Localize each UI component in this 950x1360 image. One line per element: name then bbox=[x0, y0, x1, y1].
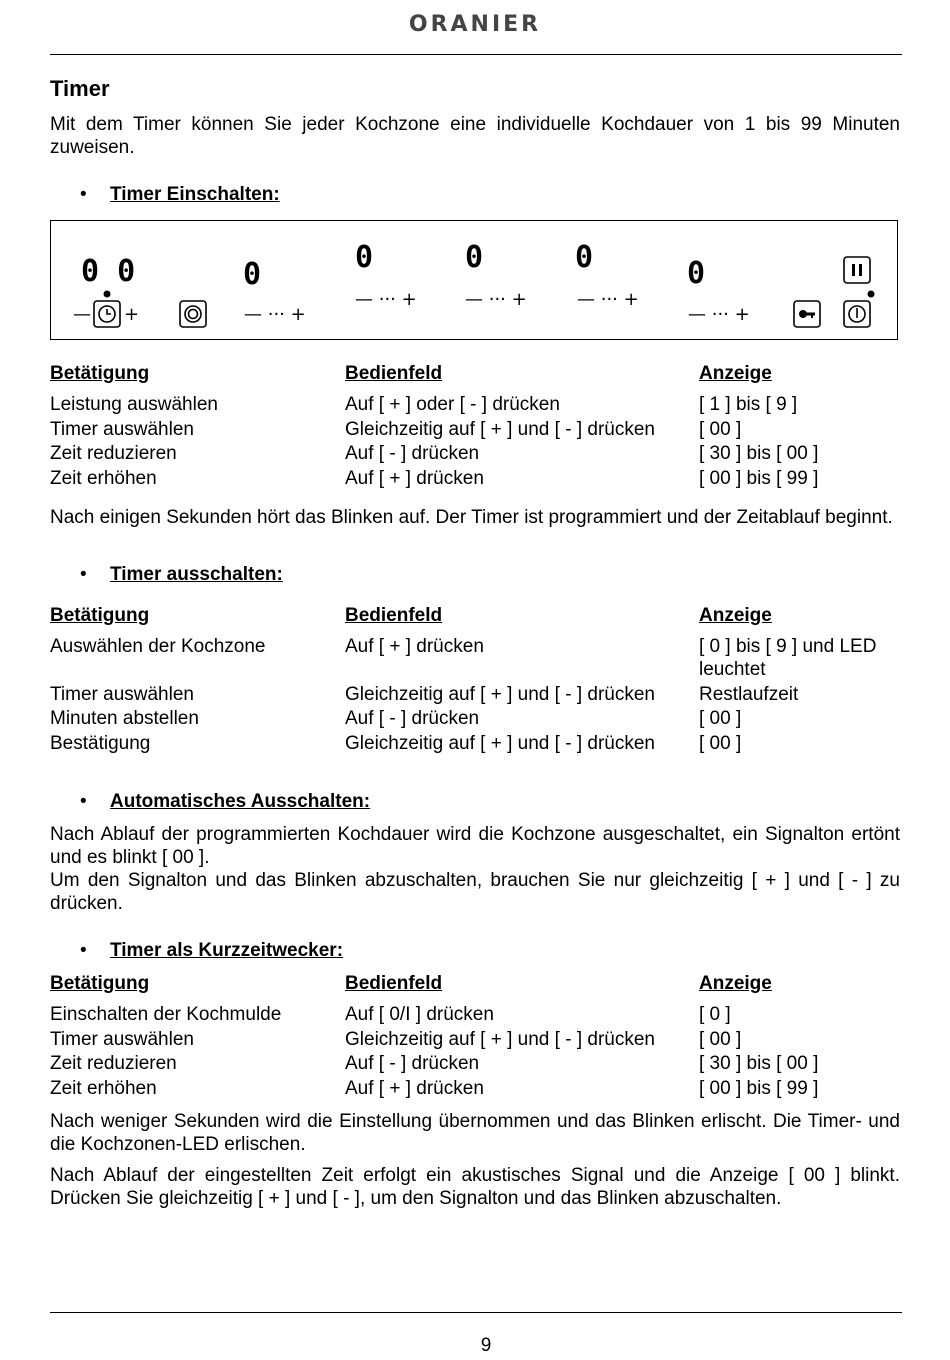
timer-led bbox=[104, 291, 111, 298]
table1-r4-c2: Auf [ + ] drücken bbox=[345, 468, 484, 489]
table2-r1-c3: [ 0 ] bis [ 9 ] und LED leuchtet bbox=[699, 636, 877, 680]
table4-r3-c1: Zeit reduzieren bbox=[50, 1053, 177, 1074]
col-header-betaetigung: Betätigung bbox=[50, 973, 150, 994]
zone5-controls: — ··· + bbox=[688, 304, 750, 325]
col-header-anzeige: Anzeige bbox=[699, 363, 772, 384]
col-header-bedienfeld: Bedienfeld bbox=[345, 973, 443, 994]
cooking-zone-icon bbox=[180, 301, 206, 327]
zone1-digit: 0 bbox=[243, 257, 262, 292]
table1-r2-c3: [ 00 ] bbox=[699, 419, 742, 440]
table4-r1-c2: Auf [ 0/I ] drücken bbox=[345, 1004, 494, 1025]
zone2-digit: 0 bbox=[355, 240, 374, 275]
key-lock-icon bbox=[794, 301, 820, 327]
timer-icon bbox=[94, 301, 120, 327]
intro-paragraph: Mit dem Timer können Sie jeder Kochzone eine individuelle Kochdauer von 1 bis 99 Minuten zuweisen. bbox=[50, 114, 900, 158]
page-number: 9 bbox=[480, 1335, 492, 1356]
zone3-digit: 0 bbox=[465, 240, 484, 275]
timer-minus: — bbox=[73, 304, 91, 325]
control-panel-illustration bbox=[50, 220, 898, 340]
table2-r3-c2: Auf [ - ] drücken bbox=[345, 708, 480, 729]
zone4-digit: 0 bbox=[575, 240, 594, 275]
col-header-betaetigung: Betätigung bbox=[50, 363, 150, 384]
bullet-heading: Timer als Kurzzeitwecker: bbox=[110, 940, 344, 961]
table2-r3-c1: Minuten abstellen bbox=[50, 708, 199, 729]
control-panel-svg bbox=[51, 221, 899, 341]
table2-r2-c1: Timer auswählen bbox=[50, 684, 194, 705]
col-header-betaetigung: Betätigung bbox=[50, 605, 150, 626]
table1-r3-c3: [ 30 ] bis [ 00 ] bbox=[699, 443, 819, 464]
table1-r4-c1: Zeit erhöhen bbox=[50, 468, 157, 489]
zone3-controls: — ··· + bbox=[465, 289, 527, 310]
table1-r3-c1: Zeit reduzieren bbox=[50, 443, 177, 464]
block3-paragraph-2: Um den Signalton und das Blinken abzuschalten, brauchen Sie nur gleichzeitig [ + ] und [ - ] zu drücken. bbox=[50, 870, 900, 914]
bullet-timer-ausschalten: • Timer ausschalten: bbox=[80, 564, 283, 585]
page-title: Timer bbox=[50, 76, 110, 101]
power-icon bbox=[844, 301, 870, 327]
zone4-controls: — ··· + bbox=[577, 289, 639, 310]
table2-r2-c2: Gleichzeitig auf [ + ] und [ - ] drücken bbox=[345, 684, 655, 705]
table1-r4-c3: [ 00 ] bis [ 99 ] bbox=[699, 468, 819, 489]
bullet-heading: Timer ausschalten: bbox=[110, 564, 283, 585]
table2-r4-c1: Bestätigung bbox=[50, 733, 151, 754]
footer-rule bbox=[50, 1312, 902, 1313]
table4-r3-c2: Auf [ - ] drücken bbox=[345, 1053, 480, 1074]
table2-r4-c2: Gleichzeitig auf [ + ] und [ - ] drücken bbox=[345, 733, 655, 754]
table2-r1-c1: Auswählen der Kochzone bbox=[50, 636, 266, 657]
table1-r1-c2: Auf [ + ] oder [ - ] drücken bbox=[345, 394, 560, 415]
table1-r1-c3: [ 1 ] bis [ 9 ] bbox=[699, 394, 798, 415]
brand-logo: ORANIER bbox=[408, 12, 542, 37]
table1-r1-c1: Leistung auswählen bbox=[50, 394, 218, 415]
table4-r1-c1: Einschalten der Kochmulde bbox=[50, 1004, 282, 1025]
table4-r4-c1: Zeit erhöhen bbox=[50, 1078, 157, 1099]
block4-note-2: Nach Ablauf der eingestellten Zeit erfolgt ein akustisches Signal und die Anzeige [ 00 ] blinkt. Drücken Sie gleichzeitig [ + ] und [ - ], um den Signalton und das Blinken abzuschalten. bbox=[50, 1165, 900, 1209]
table4-r2-c1: Timer auswählen bbox=[50, 1029, 194, 1050]
zone2-controls: — ··· + bbox=[355, 289, 417, 310]
table4-r2-c3: [ 00 ] bbox=[699, 1029, 742, 1050]
table2-r4-c3: [ 00 ] bbox=[699, 733, 742, 754]
table1-r2-c2: Gleichzeitig auf [ + ] und [ - ] drücken bbox=[345, 419, 655, 440]
header-rule bbox=[50, 54, 902, 55]
table4-r1-c3: [ 0 ] bbox=[699, 1004, 731, 1025]
col-header-bedienfeld: Bedienfeld bbox=[345, 605, 443, 626]
col-header-anzeige: Anzeige bbox=[699, 973, 772, 994]
table1-r3-c2: Auf [ - ] drücken bbox=[345, 443, 480, 464]
bullet-heading: Timer Einschalten: bbox=[110, 184, 280, 205]
pause-icon bbox=[844, 257, 870, 283]
bullet-kurzzeitwecker: • Timer als Kurzzeitwecker: bbox=[80, 940, 344, 961]
block3-paragraph-1: Nach Ablauf der programmierten Kochdauer wird die Kochzone ausgeschaltet, ein Signalton ertönt und es blinkt [ 00 ]. bbox=[50, 824, 900, 868]
bullet-heading: Automatisches Ausschalten: bbox=[110, 791, 371, 812]
zone1-controls: — ··· + bbox=[244, 304, 306, 325]
table2-r2-c3: Restlaufzeit bbox=[699, 684, 799, 705]
table4-r4-c2: Auf [ + ] drücken bbox=[345, 1078, 484, 1099]
bullet-timer-einschalten: • Timer Einschalten: bbox=[80, 184, 280, 205]
table4-r3-c3: [ 30 ] bis [ 00 ] bbox=[699, 1053, 819, 1074]
table4-r4-c3: [ 00 ] bis [ 99 ] bbox=[699, 1078, 819, 1099]
zone5-digit: 0 bbox=[687, 256, 706, 291]
timer-digits: 0 0 bbox=[81, 254, 136, 289]
table2-r3-c3: [ 00 ] bbox=[699, 708, 742, 729]
table2-r1-c2: Auf [ + ] drücken bbox=[345, 636, 484, 657]
col-header-bedienfeld: Bedienfeld bbox=[345, 363, 443, 384]
block4-note-1: Nach weniger Sekunden wird die Einstellung übernommen und das Blinken erlischt. Die Timer- und die Kochzonen-LED erlischen. bbox=[50, 1111, 900, 1155]
col-header-anzeige: Anzeige bbox=[699, 605, 772, 626]
timer-plus: + bbox=[124, 304, 140, 325]
table4-r2-c2: Gleichzeitig auf [ + ] und [ - ] drücken bbox=[345, 1029, 655, 1050]
block1-note: Nach einigen Sekunden hört das Blinken auf. Der Timer ist programmiert und der Zeitablauf beginnt. bbox=[50, 507, 893, 528]
table1-r2-c1: Timer auswählen bbox=[50, 419, 194, 440]
bullet-automatisches-ausschalten: • Automatisches Ausschalten: bbox=[80, 791, 371, 812]
power-led bbox=[868, 291, 875, 298]
